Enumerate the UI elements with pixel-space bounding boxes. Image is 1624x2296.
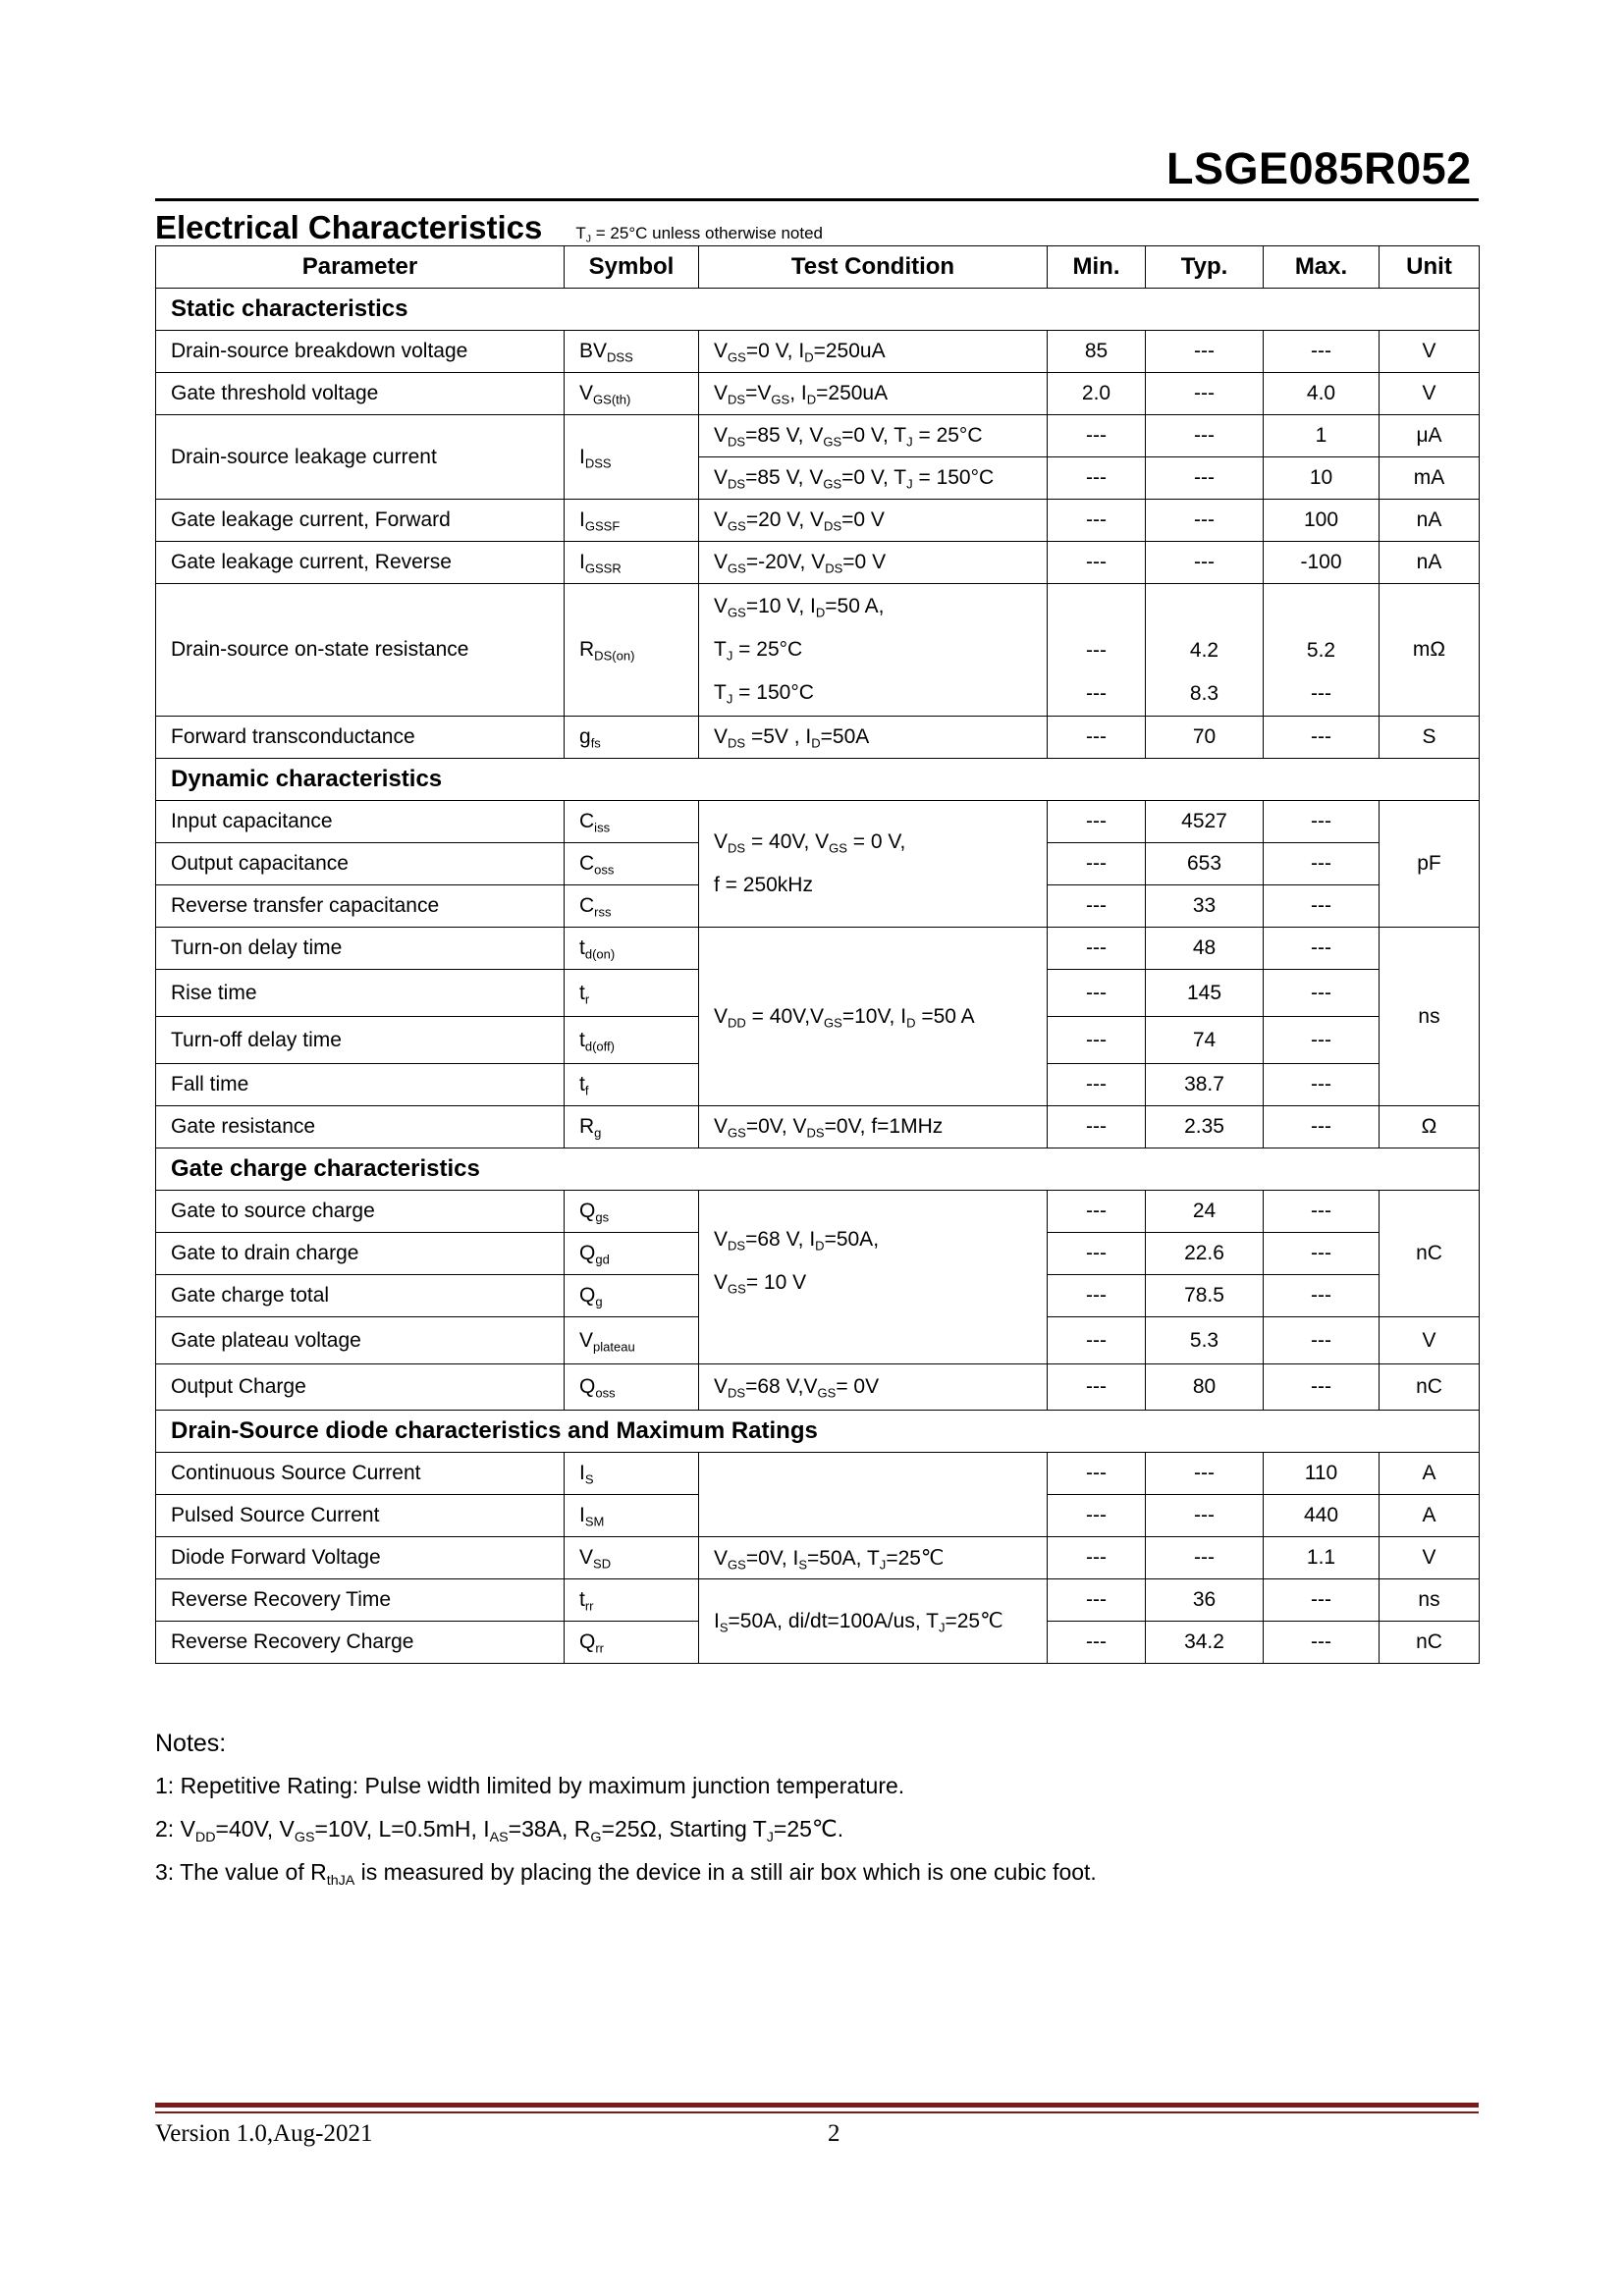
condition-line: $T_J = 150^\circ C$: [714, 681, 814, 707]
unit-cell: V: [1380, 1317, 1480, 1364]
parameter-cell: Turn-on delay time: [156, 928, 565, 970]
parameter-cell: Reverse transfer capacitance: [156, 885, 565, 928]
unit-cell: mA: [1380, 457, 1480, 500]
footer-rule: [155, 2103, 1479, 2108]
typ-cell: ---: [1146, 542, 1264, 584]
unit-cell: nA: [1380, 542, 1480, 584]
min-cell: ---: [1048, 1064, 1146, 1106]
column-header: Max.: [1264, 246, 1380, 289]
min-cell: ---: [1048, 542, 1146, 584]
notes-section: [155, 1730, 1097, 1902]
table-row: [156, 801, 1480, 843]
max-cell: ---: [1264, 928, 1380, 970]
condition-cell: $V_{DS}=85$ V, $V_{GS}=0$ V, $T_J = 150^\circ C$: [699, 457, 1048, 500]
min-cell: 85: [1048, 331, 1146, 373]
typ-cell: 22.6: [1146, 1233, 1264, 1275]
parameter-cell: Gate resistance: [156, 1106, 565, 1148]
max-value: ---: [1311, 682, 1331, 705]
typ-cell: 36: [1146, 1579, 1264, 1622]
page-number: 2: [828, 2120, 840, 2147]
note-3: 3: The value of $R_{thJA}$ is measured by placing the device in a still air box which is one cubic foot.: [155, 1859, 1097, 1889]
min-cell: ---: [1048, 1191, 1146, 1233]
typ-cell: ---: [1146, 1453, 1264, 1495]
unit-cell: V: [1380, 331, 1480, 373]
unit-cell: A: [1380, 1495, 1480, 1537]
note-2: 2: $V_{DD}=40V$, $V_{GS}=10V$, L=0.5mH, $I_{AS}=38A$, $R_G=25\Omega$, Starting $T_J=25℃$.: [155, 1816, 844, 1845]
section-label: Drain-Source diode characteristics and Maximum Ratings: [156, 1411, 1480, 1453]
section-label: Dynamic characteristics: [156, 759, 1480, 801]
max-cell: 4.0: [1264, 373, 1380, 415]
symbol-cell: $I_{GSSF}$: [565, 500, 699, 542]
unit-cell: nC: [1380, 1191, 1480, 1317]
typ-value: 8.3: [1189, 682, 1219, 705]
section-row: [156, 289, 1480, 331]
min-cell: ---: [1048, 457, 1146, 500]
typ-cell: 34.2: [1146, 1622, 1264, 1664]
max-cell: 100: [1264, 500, 1380, 542]
note-1: 1: Repetitive Rating: Pulse width limited by maximum junction temperature.: [155, 1773, 905, 1798]
table-row: [156, 1364, 1480, 1411]
parameter-cell: Rise time: [156, 970, 565, 1017]
table-row: [156, 415, 1480, 457]
footer-rule-thin: [155, 2111, 1479, 2113]
max-cell: 1.1: [1264, 1537, 1380, 1579]
typ-cell: ---: [1146, 1537, 1264, 1579]
condition-cell: $V_{GS}=20$ V, $V_{DS}=0$ V: [699, 500, 1048, 542]
table-row: [156, 500, 1480, 542]
min-value: ---: [1086, 639, 1107, 662]
min-cell: ---: [1048, 1317, 1146, 1364]
condition-line: $V_{DS}=68$ V, $I_D=50A$,: [714, 1228, 880, 1254]
parameter-cell: Diode Forward Voltage: [156, 1537, 565, 1579]
min-cell: ---: [1048, 415, 1146, 457]
section-label: Static characteristics: [156, 289, 1480, 331]
typ-cell: 78.5: [1146, 1275, 1264, 1317]
table-row: [156, 1453, 1480, 1495]
condition-cell: [699, 801, 1048, 928]
symbol-cell: $Q_g$: [565, 1275, 699, 1317]
unit-cell: S: [1380, 717, 1480, 759]
symbol-cell: $Q_{gs}$: [565, 1191, 699, 1233]
symbol-cell: $t_r$: [565, 970, 699, 1017]
parameter-cell: Forward transconductance: [156, 717, 565, 759]
max-cell: ---: [1264, 1317, 1380, 1364]
table-row: [156, 717, 1480, 759]
parameter-cell: Input capacitance: [156, 801, 565, 843]
symbol-cell: $t_{rr}$: [565, 1579, 699, 1622]
column-header: Typ.: [1146, 246, 1264, 289]
max-cell: ---: [1264, 717, 1380, 759]
min-cell: ---: [1048, 1622, 1146, 1664]
symbol-cell: $V_{SD}$: [565, 1537, 699, 1579]
max-cell: ---: [1264, 1017, 1380, 1064]
max-cell: -100: [1264, 542, 1380, 584]
unit-cell: ns: [1380, 1579, 1480, 1622]
symbol-cell: $I_S$: [565, 1453, 699, 1495]
table-row: [156, 928, 1480, 970]
unit-cell: pF: [1380, 801, 1480, 928]
min-cell: ---: [1048, 928, 1146, 970]
symbol-cell: $V_{GS(th)}$: [565, 373, 699, 415]
condition-cell: [699, 1453, 1048, 1537]
parameter-cell: Gate leakage current, Forward: [156, 500, 565, 542]
min-cell: ---: [1048, 1537, 1146, 1579]
min-cell: ---: [1048, 1579, 1146, 1622]
symbol-cell: $C_{rss}$: [565, 885, 699, 928]
max-cell: ---: [1264, 1622, 1380, 1664]
condition-cell: $V_{DD} = 40V,V_{GS}=10V$, $I_D =50$ A: [699, 928, 1048, 1106]
table-row: [156, 1106, 1480, 1148]
typ-cell: 653: [1146, 843, 1264, 885]
section-title: Electrical Characteristics: [155, 209, 543, 245]
part-number: LSGE085R052: [1166, 143, 1472, 193]
condition-cell: $V_{DS}=V_{GS}$, $I_D=250uA$: [699, 373, 1048, 415]
table-row: [156, 1191, 1480, 1233]
condition-cell: $V_{DS}=85$ V, $V_{GS}=0$ V, $T_J = 25^\circ C$: [699, 415, 1048, 457]
unit-cell: nA: [1380, 500, 1480, 542]
parameter-cell: Gate threshold voltage: [156, 373, 565, 415]
min-cell: ---: [1048, 885, 1146, 928]
typ-cell: 24: [1146, 1191, 1264, 1233]
max-cell: ---: [1264, 1191, 1380, 1233]
symbol-cell: $C_{oss}$: [565, 843, 699, 885]
condition-line: $V_{DS} = 40V$, $V_{GS} = 0$ V,: [714, 830, 906, 856]
max-cell: ---: [1264, 1275, 1380, 1317]
min-cell: ---: [1048, 717, 1146, 759]
symbol-cell: $BV_{DSS}$: [565, 331, 699, 373]
symbol-cell: $g_{fs}$: [565, 717, 699, 759]
column-header: Symbol: [565, 246, 699, 289]
table-row: [156, 1579, 1480, 1622]
min-cell: ---: [1048, 1106, 1146, 1148]
min-cell: ---: [1048, 1364, 1146, 1411]
min-cell: ---: [1048, 970, 1146, 1017]
condition-cell: $V_{GS}=-20V$, $V_{DS}=0$ V: [699, 542, 1048, 584]
max-cell: [1264, 584, 1380, 717]
typ-cell: ---: [1146, 457, 1264, 500]
unit-cell: mΩ: [1380, 584, 1480, 717]
condition-line: $T_J = 25^\circ C$: [714, 638, 803, 664]
max-cell: ---: [1264, 331, 1380, 373]
typ-cell: ---: [1146, 415, 1264, 457]
typ-cell: 5.3: [1146, 1317, 1264, 1364]
parameter-cell: Gate charge total: [156, 1275, 565, 1317]
parameter-cell: Pulsed Source Current: [156, 1495, 565, 1537]
typ-cell: 4527: [1146, 801, 1264, 843]
condition-cell: $V_{DS} =5V$ , $I_D=50A$: [699, 717, 1048, 759]
max-cell: ---: [1264, 801, 1380, 843]
table-header-row: [156, 246, 1480, 289]
column-header: Unit: [1380, 246, 1480, 289]
condition-cell: $V_{GS}=0$ V, $I_D=250uA$: [699, 331, 1048, 373]
symbol-cell: $Q_{oss}$: [565, 1364, 699, 1411]
table-row: [156, 542, 1480, 584]
typ-cell: ---: [1146, 500, 1264, 542]
condition-line: $V_{GS}= 10$ V: [714, 1271, 807, 1297]
notes-label: Notes:: [155, 1730, 227, 1757]
section-row: [156, 759, 1480, 801]
max-cell: ---: [1264, 885, 1380, 928]
symbol-cell: $t_{d(off)}$: [565, 1017, 699, 1064]
section-row: [156, 1148, 1480, 1191]
section-row: [156, 1411, 1480, 1453]
max-cell: ---: [1264, 1364, 1380, 1411]
typ-cell: ---: [1146, 331, 1264, 373]
min-cell: 2.0: [1048, 373, 1146, 415]
parameter-cell: Drain-source leakage current: [156, 415, 565, 500]
typ-cell: 70: [1146, 717, 1264, 759]
max-cell: 1: [1264, 415, 1380, 457]
column-header: Min.: [1048, 246, 1146, 289]
max-cell: 440: [1264, 1495, 1380, 1537]
symbol-cell: $Q_{rr}$: [565, 1622, 699, 1664]
max-cell: ---: [1264, 843, 1380, 885]
max-cell: ---: [1264, 1233, 1380, 1275]
parameter-cell: Output capacitance: [156, 843, 565, 885]
symbol-cell: $R_{DS(on)}$: [565, 584, 699, 717]
symbol-cell: $V_{plateau}$: [565, 1317, 699, 1364]
min-cell: ---: [1048, 1495, 1146, 1537]
typ-cell: 145: [1146, 970, 1264, 1017]
condition-cell: $V_{GS}=0V$, $I_S=50A$, $T_J=25℃$: [699, 1537, 1048, 1579]
table-row: [156, 1537, 1480, 1579]
parameter-cell: Gate leakage current, Reverse: [156, 542, 565, 584]
column-header: Test Condition: [699, 246, 1048, 289]
max-cell: ---: [1264, 1106, 1380, 1148]
symbol-cell: $t_f$: [565, 1064, 699, 1106]
min-cell: ---: [1048, 1453, 1146, 1495]
condition-cell: $I_S=50A$, di/dt=100A/us, $T_J=25℃$: [699, 1579, 1048, 1664]
unit-cell: ns: [1380, 928, 1480, 1106]
symbol-cell: $I_{GSSR}$: [565, 542, 699, 584]
min-cell: [1048, 584, 1146, 717]
unit-cell: nC: [1380, 1622, 1480, 1664]
footer-version: Version 1.0,Aug-2021: [155, 2120, 373, 2147]
typ-cell: 38.7: [1146, 1064, 1264, 1106]
min-cell: ---: [1048, 500, 1146, 542]
unit-cell: nC: [1380, 1364, 1480, 1411]
min-cell: ---: [1048, 1275, 1146, 1317]
min-cell: ---: [1048, 801, 1146, 843]
typ-cell: ---: [1146, 373, 1264, 415]
parameter-cell: Gate to source charge: [156, 1191, 565, 1233]
max-value: 5.2: [1306, 639, 1336, 662]
condition-cell: $V_{GS}=0V$, $V_{DS}=0V$, f=1MHz: [699, 1106, 1048, 1148]
symbol-cell: $Q_{gd}$: [565, 1233, 699, 1275]
condition-cell: [699, 1191, 1048, 1364]
condition-note: $T_J = 25^\circ C$ unless otherwise noted: [575, 224, 824, 245]
symbol-cell: $C_{iss}$: [565, 801, 699, 843]
condition-line: $V_{GS}=10$ V, $I_D=50$ A,: [714, 595, 885, 620]
max-cell: 10: [1264, 457, 1380, 500]
symbol-cell: $t_{d(on)}$: [565, 928, 699, 970]
condition-line: f = 250kHz: [714, 874, 813, 896]
min-value: ---: [1086, 682, 1107, 705]
unit-cell: μA: [1380, 415, 1480, 457]
unit-cell: A: [1380, 1453, 1480, 1495]
parameter-cell: Gate to drain charge: [156, 1233, 565, 1275]
typ-value: 4.2: [1189, 639, 1219, 662]
section-heading-row: [155, 201, 823, 246]
unit-cell: V: [1380, 1537, 1480, 1579]
symbol-cell: $I_{SM}$: [565, 1495, 699, 1537]
typ-cell: [1146, 584, 1264, 717]
typ-cell: 48: [1146, 928, 1264, 970]
parameter-cell: Fall time: [156, 1064, 565, 1106]
max-cell: ---: [1264, 1064, 1380, 1106]
table-row: [156, 331, 1480, 373]
max-cell: ---: [1264, 1579, 1380, 1622]
condition-cell: [699, 584, 1048, 717]
parameter-cell: Turn-off delay time: [156, 1017, 565, 1064]
parameter-cell: Output Charge: [156, 1364, 565, 1411]
unit-cell: V: [1380, 373, 1480, 415]
typ-cell: 80: [1146, 1364, 1264, 1411]
parameter-cell: Drain-source on-state resistance: [156, 584, 565, 717]
parameter-cell: Gate plateau voltage: [156, 1317, 565, 1364]
table-row: [156, 373, 1480, 415]
typ-cell: 2.35: [1146, 1106, 1264, 1148]
typ-cell: 33: [1146, 885, 1264, 928]
parameter-cell: Continuous Source Current: [156, 1453, 565, 1495]
table-row: [156, 584, 1480, 717]
parameter-cell: Reverse Recovery Charge: [156, 1622, 565, 1664]
unit-cell: Ω: [1380, 1106, 1480, 1148]
typ-cell: 74: [1146, 1017, 1264, 1064]
symbol-cell: $R_g$: [565, 1106, 699, 1148]
typ-cell: ---: [1146, 1495, 1264, 1537]
condition-cell: $V_{DS}=68$ $V,V_{GS}= 0V$: [699, 1364, 1048, 1411]
electrical-characteristics-table: [155, 245, 1480, 1664]
parameter-cell: Drain-source breakdown voltage: [156, 331, 565, 373]
symbol-cell: $I_{DSS}$: [565, 415, 699, 500]
min-cell: ---: [1048, 1233, 1146, 1275]
min-cell: ---: [1048, 1017, 1146, 1064]
section-label: Gate charge characteristics: [156, 1148, 1480, 1191]
max-cell: 110: [1264, 1453, 1380, 1495]
min-cell: ---: [1048, 843, 1146, 885]
max-cell: ---: [1264, 970, 1380, 1017]
parameter-cell: Reverse Recovery Time: [156, 1579, 565, 1622]
column-header: Parameter: [156, 246, 565, 289]
